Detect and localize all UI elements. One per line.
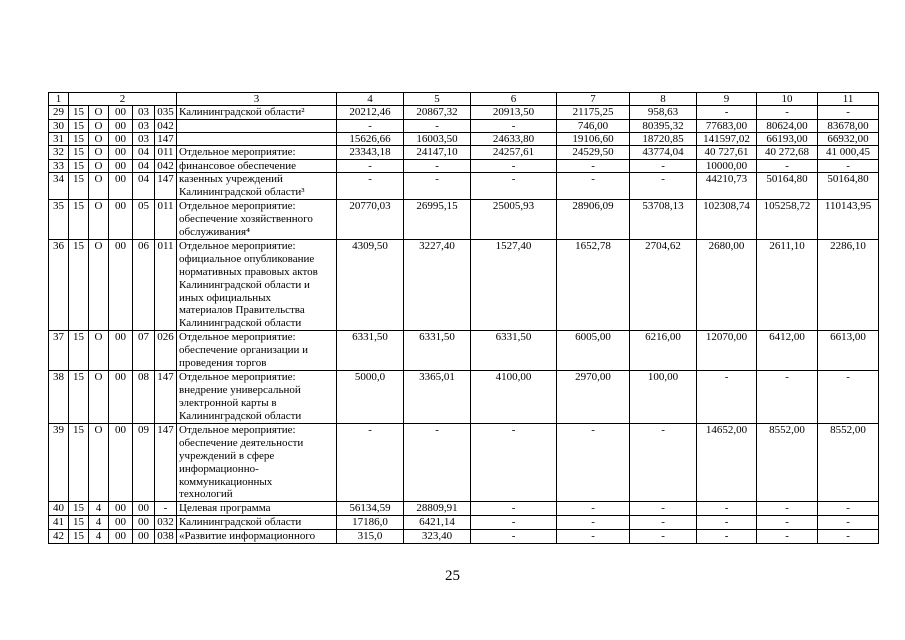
table-row — [49, 132, 879, 145]
value-cell: - — [818, 106, 879, 120]
code-cell: 33 — [49, 159, 69, 173]
value-cell: 77683,00 — [697, 119, 757, 132]
description-line: обеспечение хозяйственного — [179, 213, 313, 226]
table-row — [49, 200, 879, 240]
value-cell: 20212,46 — [337, 106, 404, 120]
description-line: Калининградской области — [179, 317, 302, 330]
description-line: казенных учреждений — [179, 173, 283, 186]
description-cell — [177, 331, 337, 371]
value-cell: 2286,10 — [818, 240, 879, 331]
value-cell: 6412,00 — [757, 331, 818, 371]
code-cell: 00 — [133, 529, 155, 543]
code-cell: 15 — [69, 106, 89, 120]
value-cell: 746,00 — [557, 119, 630, 132]
code-cell: О — [89, 106, 109, 120]
description-cell — [177, 371, 337, 424]
value-cell: 56134,59 — [337, 502, 404, 516]
value-cell: - — [404, 424, 471, 502]
value-cell: - — [818, 502, 879, 516]
code-cell: 00 — [133, 516, 155, 530]
code-cell: 15 — [69, 502, 89, 516]
description-line: официальное опубликование — [179, 253, 315, 266]
value-cell: 16003,50 — [404, 132, 471, 145]
value-cell: - — [557, 529, 630, 543]
value-cell: - — [337, 119, 404, 132]
description-line: финансовое обеспечение — [179, 159, 297, 172]
value-cell: 23343,18 — [337, 145, 404, 159]
budget-table — [48, 92, 879, 544]
code-cell: 32 — [49, 145, 69, 159]
value-cell: - — [757, 371, 818, 424]
code-cell: 41 — [49, 516, 69, 530]
description-cell — [177, 424, 337, 502]
value-cell: 44210,73 — [697, 173, 757, 200]
value-cell: 66193,00 — [757, 132, 818, 145]
code-cell: 08 — [133, 371, 155, 424]
description-line: Отдельное мероприятие: — [179, 200, 296, 213]
code-cell: О — [89, 119, 109, 132]
description-cell — [177, 145, 337, 159]
code-cell: 15 — [69, 529, 89, 543]
value-cell: - — [471, 516, 557, 530]
value-cell: 2970,00 — [557, 371, 630, 424]
header-cell: 2 — [69, 93, 177, 106]
code-cell: 00 — [133, 502, 155, 516]
value-cell: 6005,00 — [557, 331, 630, 371]
value-cell: - — [557, 424, 630, 502]
value-cell: 26995,15 — [404, 200, 471, 240]
code-cell: 042 — [155, 159, 177, 173]
value-cell: - — [630, 516, 697, 530]
value-cell: - — [471, 502, 557, 516]
table-row — [49, 145, 879, 159]
description-line: информационно- — [179, 462, 259, 475]
value-cell: 6216,00 — [630, 331, 697, 371]
code-cell: 00 — [109, 159, 133, 173]
code-cell: 06 — [133, 240, 155, 331]
header-row — [49, 93, 879, 106]
code-cell: 40 — [49, 502, 69, 516]
code-cell: О — [89, 331, 109, 371]
code-cell: 00 — [109, 132, 133, 145]
description-line: иных официальных — [179, 291, 271, 304]
table-row — [49, 424, 879, 502]
description-line: Отдельное мероприятие: — [179, 240, 296, 253]
value-cell: 2680,00 — [697, 240, 757, 331]
value-cell: 24529,50 — [557, 145, 630, 159]
value-cell: - — [337, 424, 404, 502]
code-cell: 038 — [155, 529, 177, 543]
value-cell: 24257,61 — [471, 145, 557, 159]
code-cell: 032 — [155, 516, 177, 530]
value-cell: 8552,00 — [757, 424, 818, 502]
header-cell: 8 — [630, 93, 697, 106]
code-cell: 03 — [133, 106, 155, 120]
value-cell: 6331,50 — [471, 331, 557, 371]
value-cell: - — [818, 159, 879, 173]
description-line: учреждений в сфере — [179, 449, 275, 462]
value-cell: 2611,10 — [757, 240, 818, 331]
value-cell: 3227,40 — [404, 240, 471, 331]
code-cell: - — [155, 502, 177, 516]
value-cell: - — [630, 502, 697, 516]
table-row — [49, 173, 879, 200]
description-line: нормативных правовых актов — [179, 265, 318, 278]
value-cell: 1652,78 — [557, 240, 630, 331]
value-cell: 50164,80 — [757, 173, 818, 200]
description-cell — [177, 173, 337, 200]
value-cell: - — [557, 159, 630, 173]
value-cell: 80624,00 — [757, 119, 818, 132]
value-cell: - — [757, 106, 818, 120]
value-cell: - — [818, 371, 879, 424]
value-cell: - — [630, 159, 697, 173]
table-row — [49, 159, 879, 173]
code-cell: 15 — [69, 331, 89, 371]
value-cell: 28906,09 — [557, 200, 630, 240]
code-cell: 011 — [155, 145, 177, 159]
code-cell: О — [89, 371, 109, 424]
value-cell: 4100,00 — [471, 371, 557, 424]
code-cell: 4 — [89, 529, 109, 543]
code-cell: О — [89, 240, 109, 331]
value-cell: 19106,60 — [557, 132, 630, 145]
code-cell: 00 — [109, 502, 133, 516]
table-row — [49, 106, 879, 120]
value-cell: 41 000,45 — [818, 145, 879, 159]
code-cell: 03 — [133, 132, 155, 145]
code-cell: 00 — [109, 240, 133, 331]
value-cell: - — [757, 502, 818, 516]
code-cell: 05 — [133, 200, 155, 240]
value-cell: 12070,00 — [697, 331, 757, 371]
code-cell: 04 — [133, 173, 155, 200]
value-cell: 6421,14 — [404, 516, 471, 530]
table-row — [49, 502, 879, 516]
description-cell — [177, 132, 337, 145]
value-cell: 6613,00 — [818, 331, 879, 371]
value-cell: 28809,91 — [404, 502, 471, 516]
value-cell: - — [404, 119, 471, 132]
code-cell: О — [89, 173, 109, 200]
value-cell: - — [471, 119, 557, 132]
description-line: Калининградской области² — [179, 106, 305, 118]
code-cell: 026 — [155, 331, 177, 371]
value-cell: - — [337, 159, 404, 173]
description-line: материалов Правительства — [179, 304, 305, 317]
value-cell: 18720,85 — [630, 132, 697, 145]
code-cell: О — [89, 424, 109, 502]
code-cell: 39 — [49, 424, 69, 502]
code-cell: 00 — [109, 200, 133, 240]
value-cell: - — [697, 502, 757, 516]
code-cell: 011 — [155, 240, 177, 331]
code-cell: 00 — [109, 424, 133, 502]
description-line: Отдельное мероприятие: — [179, 145, 296, 158]
value-cell: 4309,50 — [337, 240, 404, 331]
value-cell: 40 272,68 — [757, 145, 818, 159]
value-cell: 110143,95 — [818, 200, 879, 240]
description-line: коммуникационных — [179, 475, 273, 488]
code-cell: 4 — [89, 502, 109, 516]
value-cell: - — [557, 516, 630, 530]
value-cell: 105258,72 — [757, 200, 818, 240]
description-cell — [177, 119, 337, 132]
code-cell: 042 — [155, 119, 177, 132]
value-cell: - — [557, 502, 630, 516]
value-cell: - — [757, 529, 818, 543]
description-line: Калининградской области³ — [179, 186, 305, 199]
value-cell: - — [818, 529, 879, 543]
description-cell — [177, 516, 337, 530]
value-cell: - — [557, 173, 630, 200]
code-cell: 00 — [109, 106, 133, 120]
value-cell: - — [471, 529, 557, 543]
code-cell: 00 — [109, 119, 133, 132]
description-cell — [177, 159, 337, 173]
code-cell: 147 — [155, 173, 177, 200]
code-cell: 15 — [69, 132, 89, 145]
description-cell — [177, 502, 337, 516]
code-cell: 15 — [69, 240, 89, 331]
header-cell: 3 — [177, 93, 337, 106]
value-cell: 24147,10 — [404, 145, 471, 159]
value-cell: 2704,62 — [630, 240, 697, 331]
code-cell: 147 — [155, 132, 177, 145]
code-cell: 035 — [155, 106, 177, 120]
table-row — [49, 331, 879, 371]
table-row — [49, 371, 879, 424]
value-cell: 17186,0 — [337, 516, 404, 530]
description-line: Отдельное мероприятие: — [179, 371, 296, 384]
description-line: «Развитие информационного — [179, 529, 316, 542]
code-cell: 15 — [69, 424, 89, 502]
value-cell: 15626,66 — [337, 132, 404, 145]
code-cell: 15 — [69, 173, 89, 200]
value-cell: - — [697, 529, 757, 543]
page-number: 25 — [445, 568, 460, 584]
description-line: обеспечение деятельности — [179, 437, 304, 450]
header-cell: 4 — [337, 93, 404, 106]
value-cell: 40 727,61 — [697, 145, 757, 159]
value-cell: - — [404, 159, 471, 173]
value-cell: 20770,03 — [337, 200, 404, 240]
value-cell: - — [757, 516, 818, 530]
value-cell: - — [630, 173, 697, 200]
description-line: проведения торгов — [179, 356, 267, 369]
value-cell: 50164,80 — [818, 173, 879, 200]
value-cell: 20867,32 — [404, 106, 471, 120]
code-cell: 15 — [69, 516, 89, 530]
value-cell: 1527,40 — [471, 240, 557, 331]
value-cell: - — [337, 173, 404, 200]
code-cell: 00 — [109, 145, 133, 159]
description-cell — [177, 200, 337, 240]
description-line: электронной карты в — [179, 396, 277, 409]
code-cell: 15 — [69, 200, 89, 240]
value-cell: - — [757, 159, 818, 173]
description-cell — [177, 240, 337, 331]
value-cell: 53708,13 — [630, 200, 697, 240]
code-cell: 07 — [133, 331, 155, 371]
value-cell: 66932,00 — [818, 132, 879, 145]
description-line: обслуживания⁴ — [179, 225, 250, 238]
header-cell: 1 — [49, 93, 69, 106]
code-cell: 147 — [155, 424, 177, 502]
code-cell: 03 — [133, 119, 155, 132]
value-cell: 24633,80 — [471, 132, 557, 145]
value-cell: 6331,50 — [337, 331, 404, 371]
value-cell: 20913,50 — [471, 106, 557, 120]
value-cell: 8552,00 — [818, 424, 879, 502]
header-cell: 11 — [818, 93, 879, 106]
header-cell: 10 — [757, 93, 818, 106]
value-cell: - — [630, 529, 697, 543]
description-line: Отдельное мероприятие: — [179, 424, 296, 437]
table-row — [49, 119, 879, 132]
description-line: Калининградской области — [179, 516, 302, 529]
code-cell: 34 — [49, 173, 69, 200]
value-cell: 6331,50 — [404, 331, 471, 371]
code-cell: 42 — [49, 529, 69, 543]
code-cell: 04 — [133, 145, 155, 159]
description-line: технологий — [179, 488, 233, 501]
value-cell: 43774,04 — [630, 145, 697, 159]
value-cell: 141597,02 — [697, 132, 757, 145]
value-cell: - — [471, 159, 557, 173]
code-cell: 29 — [49, 106, 69, 120]
value-cell: - — [697, 371, 757, 424]
code-cell: 09 — [133, 424, 155, 502]
code-cell: 35 — [49, 200, 69, 240]
value-cell: 958,63 — [630, 106, 697, 120]
header-cell: 9 — [697, 93, 757, 106]
value-cell: - — [697, 516, 757, 530]
value-cell: 21175,25 — [557, 106, 630, 120]
code-cell: 4 — [89, 516, 109, 530]
code-cell: 15 — [69, 159, 89, 173]
code-cell: О — [89, 132, 109, 145]
value-cell: 323,40 — [404, 529, 471, 543]
description-line: внедрение универсальной — [179, 384, 301, 397]
value-cell: 80395,32 — [630, 119, 697, 132]
value-cell: - — [404, 173, 471, 200]
code-cell: 00 — [109, 371, 133, 424]
code-cell: 00 — [109, 529, 133, 543]
code-cell: 00 — [109, 173, 133, 200]
code-cell: 04 — [133, 159, 155, 173]
value-cell: - — [697, 106, 757, 120]
description-line: Целевая программа — [179, 502, 271, 515]
header-cell: 5 — [404, 93, 471, 106]
value-cell: 102308,74 — [697, 200, 757, 240]
code-cell: 31 — [49, 132, 69, 145]
code-cell: О — [89, 145, 109, 159]
code-cell: 15 — [69, 371, 89, 424]
value-cell: - — [471, 173, 557, 200]
description-line: Отдельное мероприятие: — [179, 331, 296, 344]
description-line: обеспечение организации и — [179, 344, 309, 357]
description-cell — [177, 529, 337, 543]
value-cell: 25005,93 — [471, 200, 557, 240]
value-cell: 3365,01 — [404, 371, 471, 424]
code-cell: 15 — [69, 119, 89, 132]
code-cell: 30 — [49, 119, 69, 132]
code-cell: 00 — [109, 331, 133, 371]
code-cell: 15 — [69, 145, 89, 159]
table-row — [49, 516, 879, 530]
description-line: Калининградской области — [179, 409, 302, 422]
value-cell: - — [630, 424, 697, 502]
value-cell: 315,0 — [337, 529, 404, 543]
code-cell: 147 — [155, 371, 177, 424]
table-body — [49, 93, 879, 544]
description-line: Калининградской области и — [179, 278, 310, 291]
value-cell: 10000,00 — [697, 159, 757, 173]
table-row — [49, 529, 879, 543]
header-cell: 7 — [557, 93, 630, 106]
value-cell: 14652,00 — [697, 424, 757, 502]
code-cell: 00 — [109, 516, 133, 530]
code-cell: О — [89, 159, 109, 173]
code-cell: 37 — [49, 331, 69, 371]
code-cell: 011 — [155, 200, 177, 240]
value-cell: - — [818, 516, 879, 530]
value-cell: 5000,0 — [337, 371, 404, 424]
code-cell: 36 — [49, 240, 69, 331]
description-cell — [177, 106, 337, 120]
table-row — [49, 240, 879, 331]
header-cell: 6 — [471, 93, 557, 106]
code-cell: О — [89, 200, 109, 240]
code-cell: 38 — [49, 371, 69, 424]
value-cell: 100,00 — [630, 371, 697, 424]
value-cell: 83678,00 — [818, 119, 879, 132]
value-cell: - — [471, 424, 557, 502]
